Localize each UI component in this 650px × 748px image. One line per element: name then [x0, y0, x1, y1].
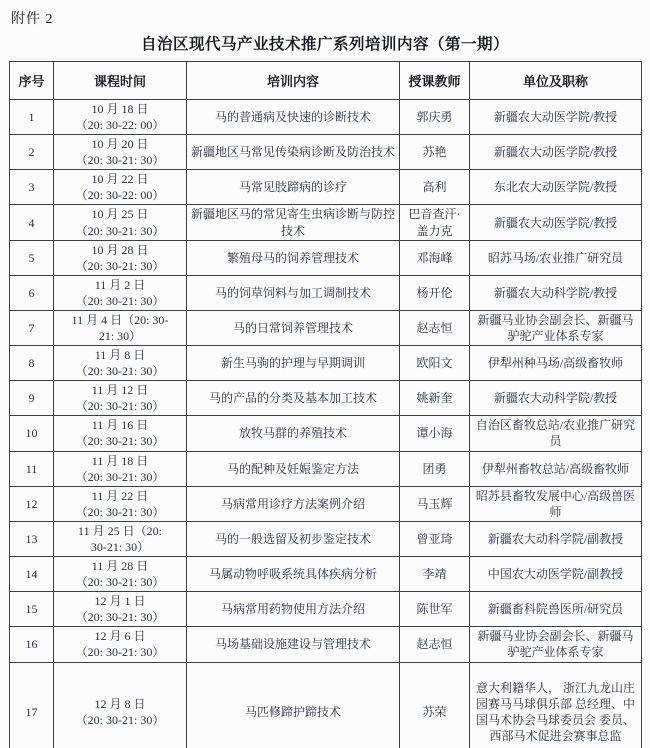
cell-unit: 昭苏马场/农业推广研究员 [470, 240, 642, 275]
cell-time-date: 12 月 6 日 [94, 629, 146, 644]
cell-time [54, 451, 187, 486]
cell-time [54, 135, 187, 170]
cell-no: 13 [10, 521, 54, 556]
cell-time-hours: （20: 30-21: 30） [75, 223, 165, 238]
cell-content: 马的一般选留及初步鉴定技术 [187, 521, 400, 556]
cell-content: 马的日常饲养管理技术 [187, 310, 400, 345]
cell-time [54, 170, 187, 205]
cell-unit: 东北农大动医学院/教授 [470, 170, 642, 205]
cell-content: 繁殖母马的饲养管理技术 [187, 240, 400, 275]
cell-unit: 新疆农大动科学院/教授 [470, 275, 642, 310]
cell-no: 9 [10, 381, 54, 416]
attachment-label: 附件 2 [11, 12, 54, 27]
cell-time-hours: （20: 30-21: 30） [75, 469, 165, 484]
cell-unit: 伊犁州畜牧总站/高级畜牧师 [470, 451, 642, 486]
cell-time-hours: （20: 30-22: 00） [75, 188, 165, 203]
cell-no: 3 [10, 170, 54, 205]
cell-no: 17 [10, 662, 54, 748]
cell-content: 放牧马群的养殖技术 [187, 416, 400, 451]
cell-time-hours: （20: 30-21: 30） [75, 610, 165, 625]
training-table [9, 61, 642, 748]
cell-teacher: 苏艳 [400, 135, 470, 170]
table-row [10, 592, 642, 627]
cell-time [54, 557, 187, 592]
cell-teacher: 杨开伦 [400, 275, 470, 310]
cell-time-hours: （20: 30-21: 30） [75, 399, 165, 414]
cell-time-hours: （20: 30-21: 30） [75, 258, 165, 273]
cell-time [54, 416, 187, 451]
cell-unit: 中国农大动医学院/副教授 [470, 557, 642, 592]
cell-teacher: 李靖 [400, 557, 470, 592]
cell-time-date: 11 月 28 日 [91, 559, 149, 574]
cell-unit: 新疆农大动医学院/教授 [470, 135, 642, 170]
cell-time-date: 10 月 20 日 [91, 137, 149, 152]
cell-time [54, 592, 187, 627]
cell-no: 2 [10, 135, 54, 170]
cell-teacher: 谭小海 [400, 416, 470, 451]
cell-no: 5 [10, 240, 54, 275]
table-row [10, 627, 642, 662]
table-row [10, 170, 642, 205]
column-header-no: 序号 [10, 62, 54, 100]
column-header-content: 培训内容 [187, 62, 400, 100]
cell-no: 7 [10, 310, 54, 345]
cell-time-hours: 30-21: 30） [90, 539, 150, 554]
cell-unit: 新疆农大动科学院/副教授 [470, 521, 642, 556]
cell-no: 16 [10, 627, 54, 662]
cell-time-hours: （20: 30-22: 00） [75, 118, 165, 133]
cell-time-hours: （20: 30-21: 30） [75, 364, 165, 379]
cell-no: 11 [10, 451, 54, 486]
cell-no: 14 [10, 557, 54, 592]
cell-time [54, 275, 187, 310]
cell-time-date: 10 月 25 日 [91, 207, 149, 222]
cell-unit: 新疆农大动医学院/教授 [470, 100, 642, 135]
cell-time-date: 10 月 28 日 [91, 242, 149, 257]
table-row [10, 521, 642, 556]
table-row [10, 205, 642, 240]
cell-time-hours: （20: 30-21: 30） [75, 645, 165, 660]
cell-time-date: 11 月 25 日（20: [78, 523, 162, 538]
cell-content: 马的配种及妊娠鉴定方法 [187, 451, 400, 486]
cell-content: 马常见肢蹄病的诊疗 [187, 170, 400, 205]
column-header-unit: 单位及职称 [470, 62, 642, 100]
cell-no: 1 [10, 100, 54, 135]
cell-content: 马的产品的分类及基本加工技术 [187, 381, 400, 416]
cell-time-hours: （20: 30-21: 30） [75, 293, 165, 308]
cell-content: 新疆地区马常见传染病诊断及防治技术 [187, 135, 400, 170]
cell-no: 10 [10, 416, 54, 451]
table-row [10, 451, 642, 486]
cell-content: 新疆地区马的常见寄生虫病诊断与防控技术 [187, 205, 400, 240]
cell-time [54, 662, 187, 748]
table-row [10, 346, 642, 381]
table-row [10, 416, 642, 451]
cell-content: 马匹修蹄护蹄技术 [187, 662, 400, 748]
table-row [10, 240, 642, 275]
cell-time-date: 10 月 22 日 [91, 172, 149, 187]
cell-time-date: 11 月 2 日 [94, 277, 146, 292]
cell-time [54, 521, 187, 556]
cell-time-date: 11 月 18 日 [91, 453, 149, 468]
cell-teacher: 赵志恒 [400, 627, 470, 662]
cell-content: 马病常用诊疗方法案例介绍 [187, 486, 400, 521]
cell-time-date: 11 月 22 日 [91, 488, 149, 503]
cell-unit: 昭苏县畜牧发展中心/高级兽医师 [470, 486, 642, 521]
cell-time-hours: （20: 30-21: 30） [75, 713, 165, 727]
cell-content: 新生马驹的护理与早期调训 [187, 346, 400, 381]
table-row [10, 100, 642, 135]
cell-unit: 新疆马业协会副会长、新疆马驴驼产业体系专家 [470, 310, 642, 345]
cell-no: 8 [10, 346, 54, 381]
cell-unit: 意大利籍华人， 浙江九龙山庄园赛马马球俱乐部 总经理、中国马术协会马球委员会 委员、西部马术促进会赛事总监 [470, 662, 642, 748]
cell-no: 4 [10, 205, 54, 240]
cell-time-hours: （20: 30-21: 30） [75, 504, 165, 519]
cell-teacher: 苏荣 [400, 662, 470, 748]
cell-content: 马的饲草饲料与加工调制技术 [187, 275, 400, 310]
cell-no: 6 [10, 275, 54, 310]
cell-teacher: 欧阳文 [400, 346, 470, 381]
cell-time-date: 11 月 4 日（20: 30- [71, 312, 169, 327]
cell-time-hours: （20: 30-21: 30） [75, 153, 165, 168]
cell-time-date: 11 月 8 日 [94, 348, 146, 363]
column-header-teacher: 授课教师 [400, 62, 470, 100]
cell-time-date: 11 月 12 日 [91, 383, 149, 398]
column-header-time: 课程时间 [54, 62, 187, 100]
cell-teacher: 团勇 [400, 451, 470, 486]
table-row [10, 486, 642, 521]
cell-teacher: 高利 [400, 170, 470, 205]
table-row [10, 135, 642, 170]
cell-time [54, 310, 187, 345]
cell-teacher: 陈世军 [400, 592, 470, 627]
cell-unit: 伊犁州种马场/高级畜牧师 [470, 346, 642, 381]
cell-teacher: 赵志恒 [400, 310, 470, 345]
cell-time [54, 381, 187, 416]
cell-unit: 自治区畜牧总站/农业推广研究员 [470, 416, 642, 451]
header-row [10, 62, 642, 100]
cell-teacher: 马玉辉 [400, 486, 470, 521]
cell-time [54, 486, 187, 521]
cell-time [54, 627, 187, 662]
cell-teacher: 姚新奎 [400, 381, 470, 416]
table-row [10, 275, 642, 310]
cell-time-date: 11 月 16 日 [91, 418, 149, 433]
cell-time-date: 12 月 1 日 [94, 594, 146, 609]
cell-time-hours: （20: 30-21: 30） [75, 434, 165, 449]
cell-content: 马属动物呼吸系统具体疾病分析 [187, 557, 400, 592]
cell-content: 马场基础设施建设与管理技术 [187, 627, 400, 662]
cell-unit: 新疆畜科院兽医所/研究员 [470, 592, 642, 627]
cell-no: 12 [10, 486, 54, 521]
table-row [10, 310, 642, 345]
cell-no: 15 [10, 592, 54, 627]
table-row [10, 557, 642, 592]
cell-time [54, 240, 187, 275]
cell-time [54, 346, 187, 381]
cell-content: 马的普通病及快速的诊断技术 [187, 100, 400, 135]
cell-unit: 新疆农大动医学院/教授 [470, 205, 642, 240]
table-row [10, 381, 642, 416]
cell-unit: 新疆农大动科学院/教授 [470, 381, 642, 416]
cell-unit: 新疆马业协会副会长、新疆马驴驼产业体系专家 [470, 627, 642, 662]
page-title: 自治区现代马产业技术推广系列培训内容（第一期） [140, 36, 509, 53]
cell-time [54, 205, 187, 240]
cell-teacher: 曾亚琦 [400, 521, 470, 556]
cell-time [54, 100, 187, 135]
cell-content: 马病常用药物使用方法介绍 [187, 592, 400, 627]
cell-teacher: 邓海峰 [400, 240, 470, 275]
cell-time-hours: （20: 30-21: 30） [75, 575, 165, 590]
cell-teacher: 郭庆勇 [400, 100, 470, 135]
cell-time-date: 12 月 8 日 [94, 696, 146, 711]
cell-teacher: 巴音查汗·盖力克 [400, 205, 470, 240]
table-row [10, 662, 642, 748]
cell-time-date: 10 月 18 日 [91, 102, 149, 116]
cell-time-hours: 21: 30） [98, 329, 142, 344]
